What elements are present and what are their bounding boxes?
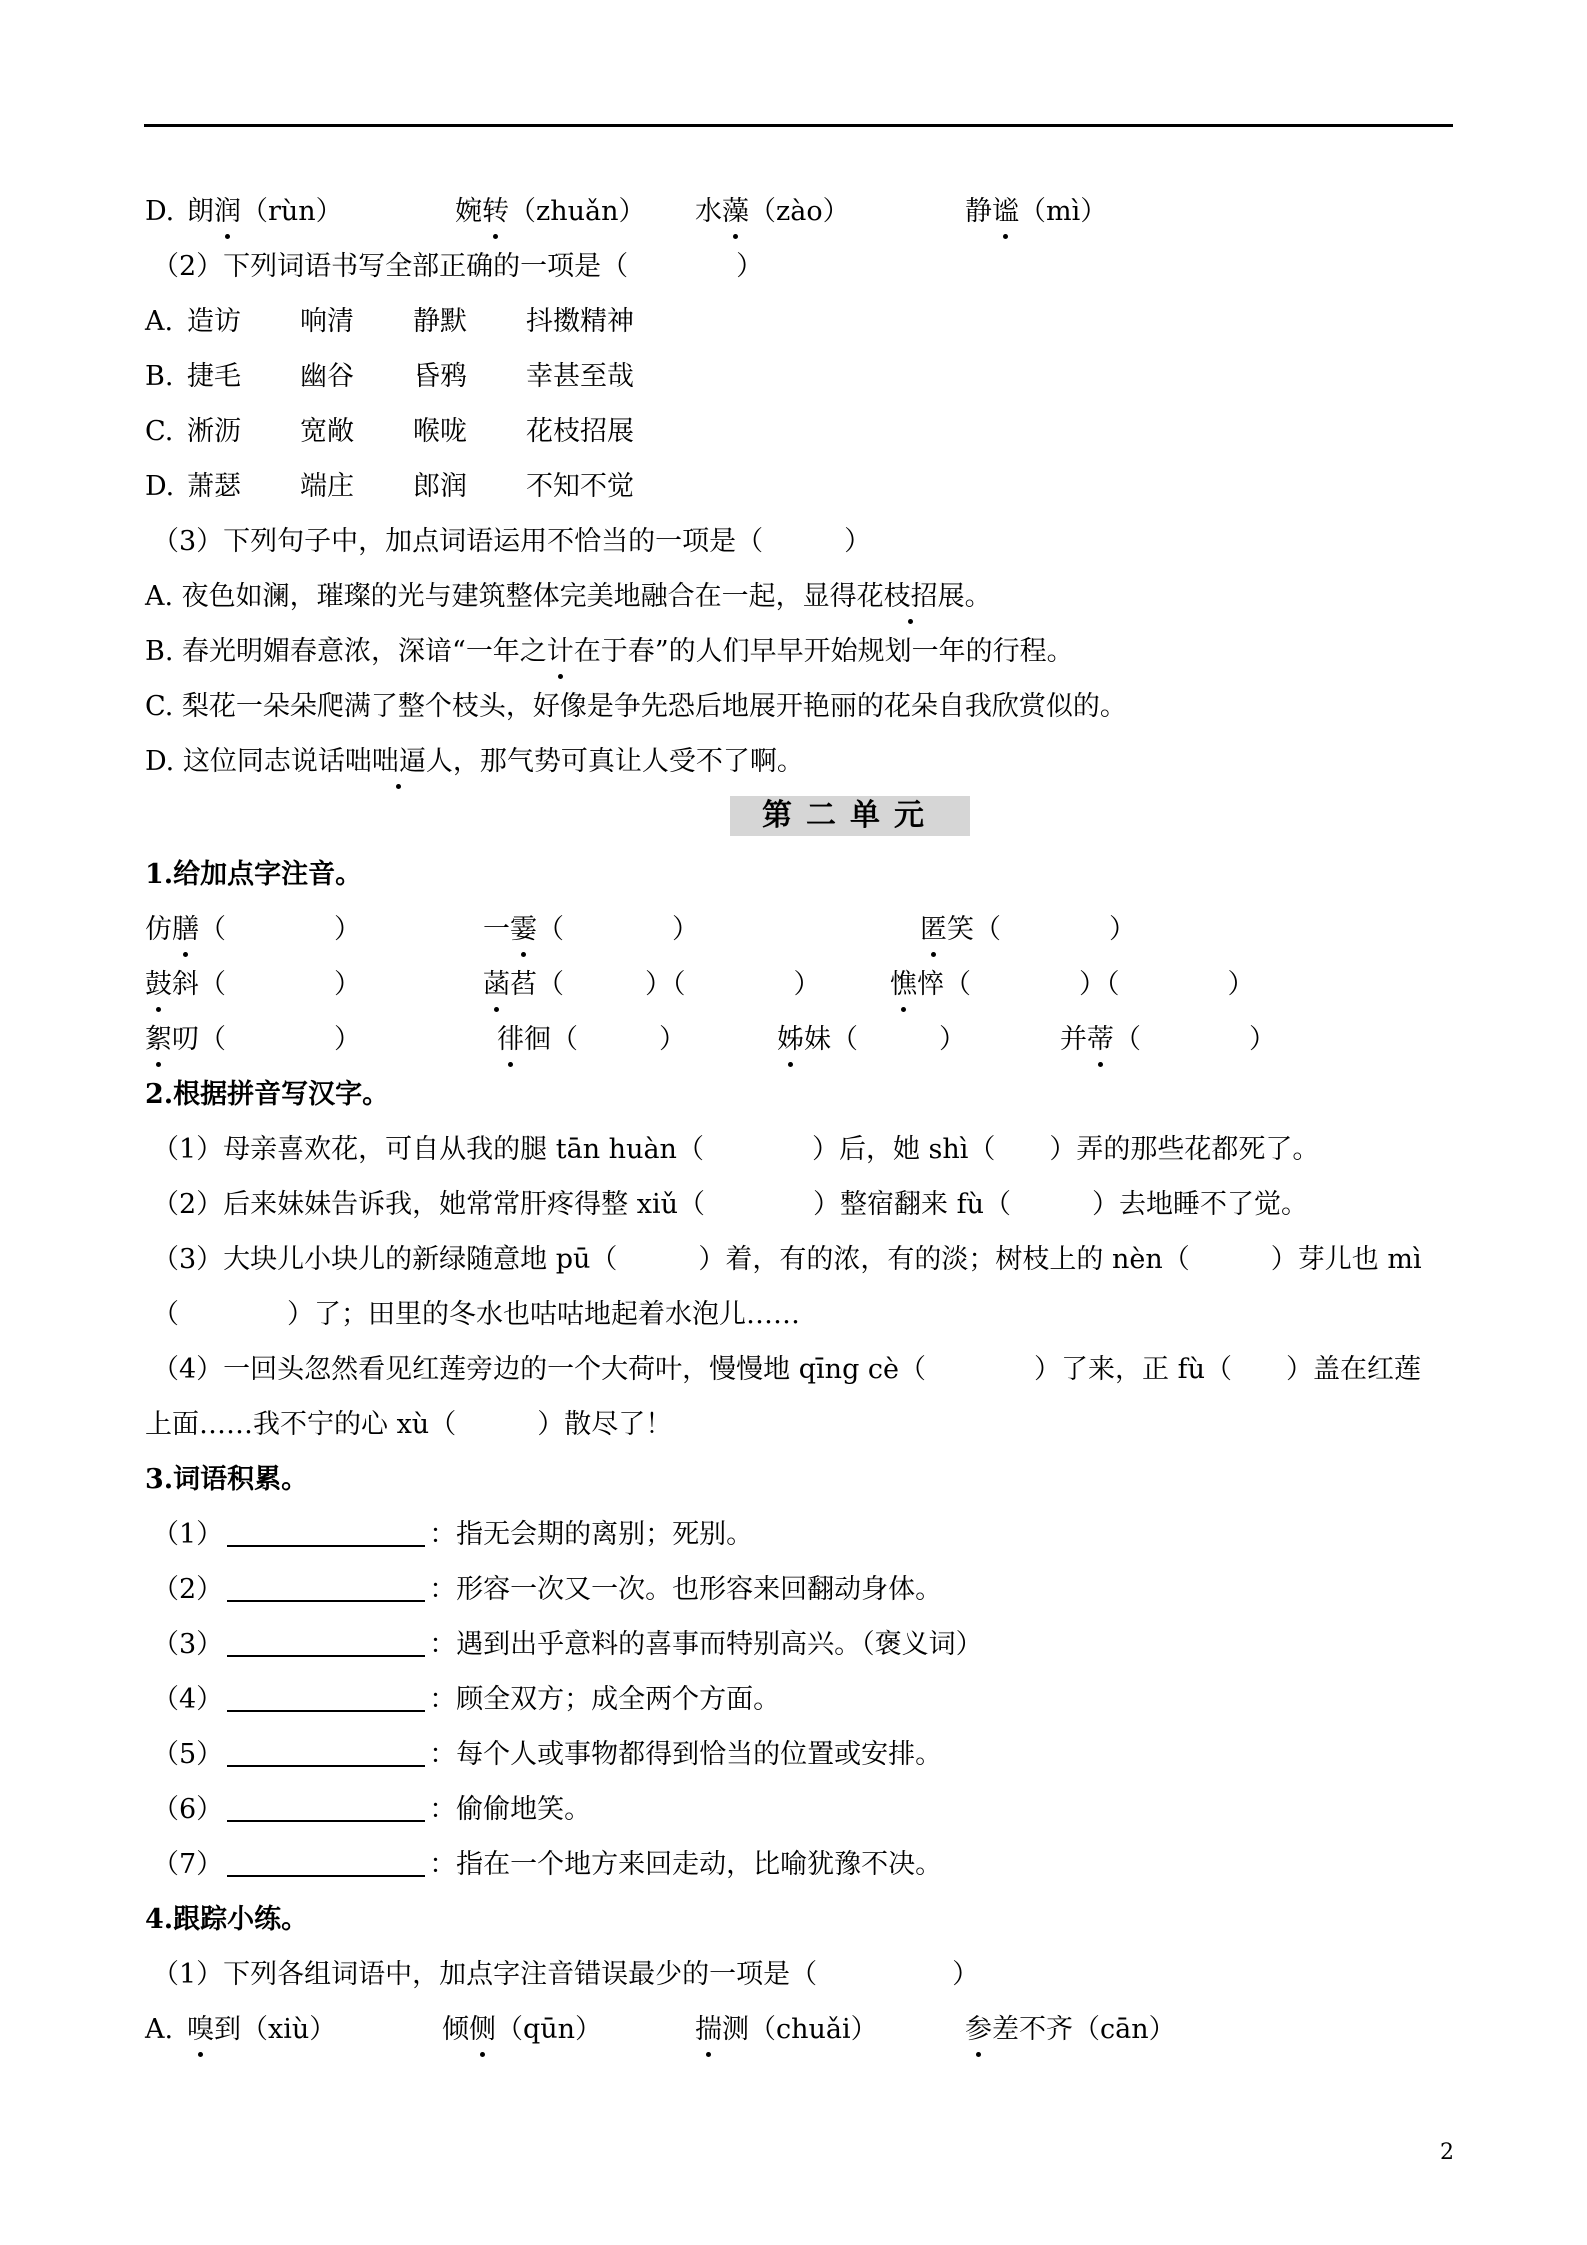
- d-item-1: 朗润（rùn）: [187, 194, 343, 230]
- unit-title-banner: 第二单元: [730, 796, 970, 836]
- s2-line-6: 上面……我不宁的心 xù（ ）散尽了！: [145, 1409, 673, 1440]
- q3-option-a: A. 夜色如澜，璀璨的光与建筑整体完美地融合在一起，显得花枝招展。: [145, 579, 992, 615]
- s3-item-7: （7） ：指在一个地方来回走动，比喻犹豫不决。: [152, 1849, 943, 1880]
- section-2-title: 2.根据拼音写汉字。: [145, 1079, 390, 1110]
- s3-item-4: （4） ：顾全双方；成全两个方面。: [152, 1684, 781, 1715]
- s3-item-3: （3） ：遇到出乎意料的喜事而特别高兴。（褒义词）: [152, 1629, 983, 1660]
- s3-item-5: （5） ：每个人或事物都得到恰当的位置或安排。: [152, 1739, 943, 1770]
- s2-line-5: （4）一回头忽然看见红莲旁边的一个大荷叶，慢慢地 qīng cè（ ）了来，正 fù（ ）盖在红莲: [152, 1354, 1421, 1385]
- s3-item-6: （6） ：偷偷地笑。: [152, 1794, 592, 1825]
- s4-question-1: （1）下列各组词语中，加点字注音错误最少的一项是（ ）: [152, 1959, 980, 1990]
- header-rule: [144, 124, 1453, 127]
- q3-option-b: B. 春光明媚春意浓，深谙“一年之计在于春”的人们早早开始规划一年的行程。: [145, 634, 1074, 670]
- q3-option-c: C. 梨花一朵朵爬满了整个枝头，好像是争先恐后地展开艳丽的花朵自我欣赏似的。: [145, 691, 1127, 722]
- answer-blank[interactable]: [227, 1684, 425, 1712]
- section-3-title: 3.词语积累。: [145, 1464, 309, 1495]
- s2-line-3: （3）大块儿小块儿的新绿随意地 pū（ ）着，有的浓，有的淡；树枝上的 nèn（ ）芽儿也 mì: [152, 1244, 1422, 1275]
- page-number: 2: [1440, 2140, 1454, 2165]
- d-item-3: 水藻（zào）: [695, 194, 850, 230]
- q3-stem: （3）下列句子中，加点词语运用不恰当的一项是（ ）: [152, 526, 872, 557]
- q2-stem: （2）下列词语书写全部正确的一项是（ ）: [152, 251, 764, 282]
- q3-option-d: D. 这位同志说话咄咄逼人，那气势可真让人受不了啊。: [145, 744, 804, 780]
- answer-blank[interactable]: [227, 1739, 425, 1767]
- answer-blank[interactable]: [227, 1519, 425, 1547]
- s3-item-1: （1） ：指无会期的离别；死别。: [152, 1519, 754, 1550]
- s3-item-2: （2） ：形容一次又一次。也形容来回翻动身体。: [152, 1574, 943, 1605]
- section-4-title: 4.跟踪小练。: [145, 1904, 309, 1935]
- s2-line-1: （1）母亲喜欢花，可自从我的腿 tān huàn（ ）后，她 shì（ ）弄的那些花都死了。: [152, 1134, 1320, 1165]
- s2-line-4: （ ）了；田里的冬水也咕咕地起着水泡儿……: [152, 1299, 800, 1330]
- s2-line-2: （2）后来妹妹告诉我，她常常肝疼得整 xiǔ（ ）整宿翻来 fù（ ）去地睡不了觉。: [152, 1189, 1308, 1220]
- answer-blank[interactable]: [227, 1849, 425, 1877]
- answer-blank[interactable]: [227, 1794, 425, 1822]
- answer-blank[interactable]: [227, 1629, 425, 1657]
- d-item-2: 婉转（zhuǎn）: [455, 194, 646, 230]
- d-item-4: 静谧（mì）: [965, 194, 1107, 230]
- section-1-title: 1.给加点字注音。: [145, 859, 363, 890]
- answer-blank[interactable]: [227, 1574, 425, 1602]
